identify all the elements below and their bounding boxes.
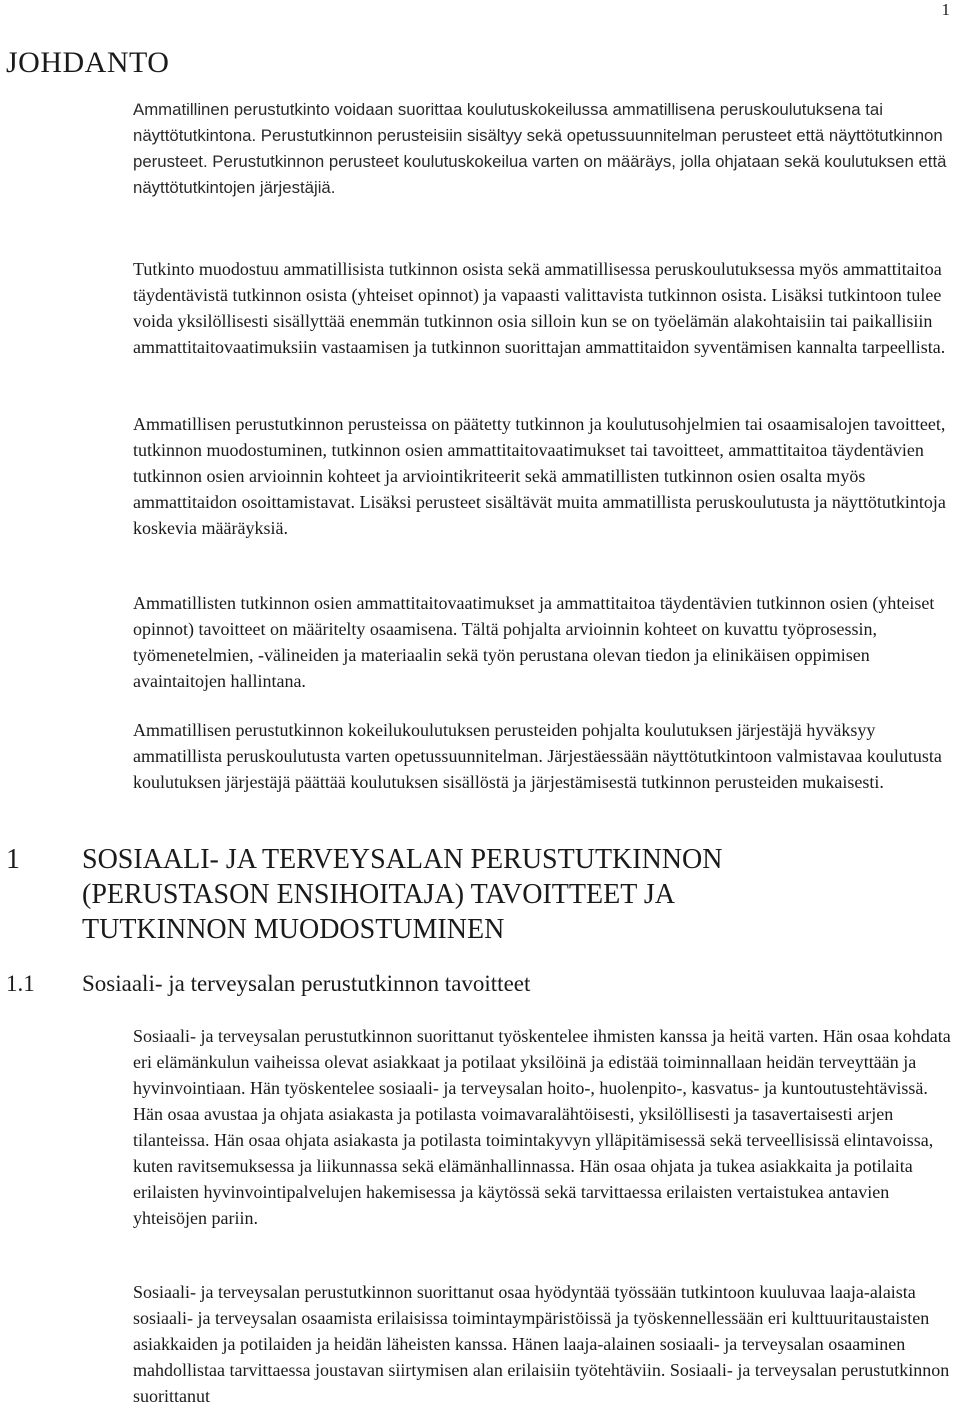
section-title: SOSIAALI- JA TERVEYSALAN PERUSTUTKINNON (PERUSTASON ENSIHOITAJA) TAVOITTEET JA TUTKINNON MUODOSTUMINEN xyxy=(82,844,723,945)
intro-paragraph: Ammatillisen perustutkinnon kokeilukoulutuksen perusteiden pohjalta koulutuksen järjestäjä hyväksyy ammatillista peruskoulutusta varten opetussuunnitelman. Järjestäessään näyttötutkintoon valmistavaa koulutusta koulutuksen järjestäjä päättää koulutuksen sisällöstä ja järjestämisestä tutkinnon perusteiden mukaisesti. xyxy=(133,720,942,792)
intro-paragraph: Ammatillinen perustutkinto voidaan suorittaa koulutuskokeilussa ammatillisena peruskoulutuksena tai näyttötutkintona. Perustutkinnon perusteisiin sisältyy sekä opetussuunnitelman perusteet että näyttötutkinnon perusteet. Perustutkinnon perusteet koulutuskokeilua varten on määräys, jolla ohjataan sekä koulutuksen että näyttötutkintojen järjestäjiä. xyxy=(133,100,947,197)
intro-paragraph: Ammatillisen perustutkinnon perusteissa on päätetty tutkinnon ja koulutusohjelmien tai osaamisalojen tavoitteet, tutkinnon muodostuminen, tutkinnon osien ammattitaitovaatimukset tai tavoitteet, ammattitaitoa täydentävien tutkinnon osien arvioinnin kohteet ja arviointikriteerit sekä ammatillisten tutkinnon osien osalta myös ammattitaidon osoittamistavat. Lisäksi perusteet sisältävät muita ammatillista peruskoulutusta ja näyttötutkintoja koskevia määräyksiä. xyxy=(133,414,946,538)
page-number: 1 xyxy=(941,0,950,19)
subsection-title: Sosiaali- ja terveysalan perustutkinnon tavoitteet xyxy=(82,971,531,996)
body-paragraph: Sosiaali- ja terveysalan perustutkinnon suorittanut työskentelee ihmisten kanssa ja heitä varten. Hän osaa kohdata eri elämänkulun vaiheissa olevat asiakkaat ja potilaat yksilöinä ja edistää toiminnallaan heidän terveyttään ja hyvinvointiaan. Hän työskentelee sosiaali- ja terveysalan hoito-, huolenpito-, kasvatus- ja kuntoutustehtävissä. Hän osaa avustaa ja ohjata asiakasta ja potilasta voimavaralähtöisesti, yksilöllisesti ja tasavertaisesti arjen tilanteissa. Hän osaa ohjata asiakasta ja potilasta toimintakyvyn ylläpitämisessä sekä terveellisissä elintavoissa, kuten ravitsemuksessa ja liikunnassa sekä elämänhallinnassa. Hän osaa ohjata ja tukea asiakkaita ja potilaita erilaisten hyvinvointipalvelujen hakemisessa ja käytössä sekä tarvittaessa erilaisten vertaistukea antavien yhteisöjen pariin. xyxy=(133,1026,951,1228)
section-number: 1 xyxy=(6,844,20,875)
intro-paragraph: Ammatillisten tutkinnon osien ammattitaitovaatimukset ja ammattitaitoa täydentävien tutkinnon osien (yhteiset opinnot) tavoitteet on määritelty osaamisena. Tältä pohjalta arvioinnin kohteet on kuvattu työprosessin, työmenetelmien, -välineiden ja materiaalin sekä työn perustana olevan tiedon ja elinikäisen oppimisen avaintaitojen hallintana. xyxy=(133,593,935,691)
intro-paragraph: Tutkinto muodostuu ammatillisista tutkinnon osista sekä ammatillisessa peruskoulutuksessa myös ammattitaitoa täydentävistä tutkinnon osista (yhteiset opinnot) ja vapaasti valittavista tutkinnon osista. Lisäksi tutkintoon tulee voida yksilöllisesti sisällyttää enemmän tutkinnon osia silloin kun se on työelämän alakohtaisiin tai paikallisiin ammattitaitovaatimuksiin vastaamisen ja tutkinnon suorittajan ammattitaidon syventämisen kannalta tarpeellista. xyxy=(133,259,946,357)
body-paragraph: Sosiaali- ja terveysalan perustutkinnon suorittanut osaa hyödyntää työssään tutkintoon kuuluvaa laaja-alaista sosiaali- ja terveysalan osaamista erilaisissa toimintaympäristöissä ja työskennellessään eri kulttuuritaustaisten asiakkaiden ja potilaiden ja heidän läheisten kanssa. Hänen laaja-alainen sosiaali- ja terveysalan osaaminen mahdollistaa tarvittaessa joustavan siirtymisen alan erilaisiin työtehtäviin. Sosiaali- ja terveysalan perustutkinnon suorittanut xyxy=(133,1282,950,1406)
intro-title: JOHDANTO xyxy=(6,46,170,79)
subsection-number: 1.1 xyxy=(6,971,35,996)
